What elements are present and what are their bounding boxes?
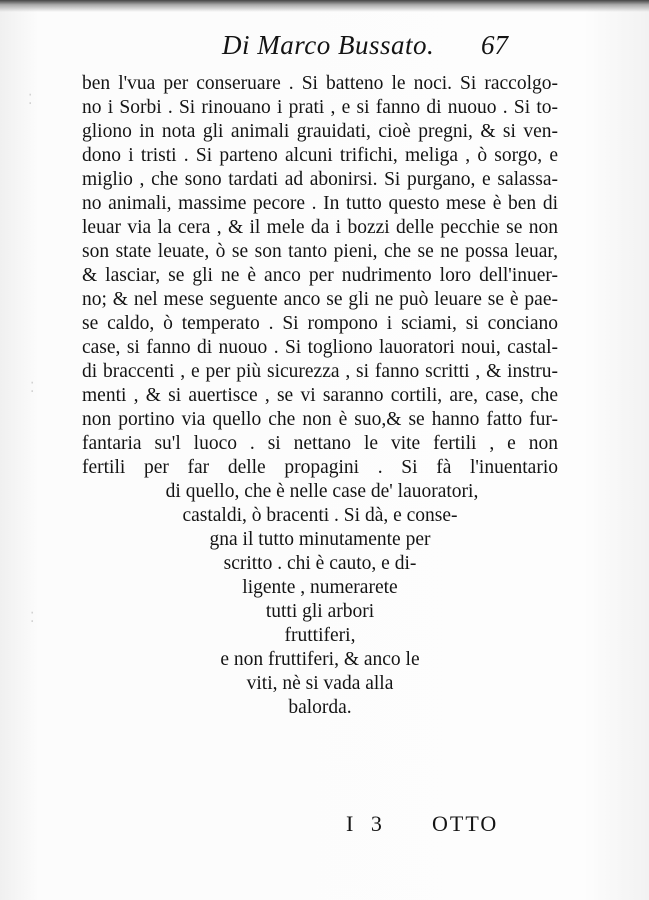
margin-bleed-mark: ⁚ [30, 611, 35, 626]
text-line-2: no i Sorbi . Si rinouano i prati , e si fanno di nuouo . Si to- [82, 97, 558, 118]
text-line-15: non portino via quello che non è suo,& se hanno fatto fur- [82, 409, 558, 430]
text-line-5: miglio , che sono tardati ad abonirsi. Si purgano, e salassa- [82, 169, 558, 190]
text-line-13: di braccenti , e per più sicurezza , si fanno scritti , & instru- [82, 361, 558, 382]
text-line-6: no animali, massime pecore . In tutto questo mese è ben di [82, 193, 558, 214]
page-top-edge-shadow [0, 0, 649, 12]
tail-line-9: viti, nè si vada alla [246, 673, 394, 694]
text-line-14: menti , & si auertisce , se vi saranno cortili, are, case, che [82, 385, 558, 406]
running-title: Di Marco Bussato. [222, 30, 435, 60]
margin-bleed-mark: ⁚ [28, 93, 33, 108]
tail-line-5: ligente , numerarete [242, 577, 398, 598]
tail-line-6: tutti gli arbori [265, 601, 375, 622]
text-line-4: dono i tristi . Si parteno alcuni trifichi, meliga , ò sorgo, e [82, 145, 558, 166]
tail-line-10: balorda. [288, 697, 352, 718]
tail-line-4: scritto . chi è cauto, e di- [223, 553, 417, 574]
catchword: OTTO [432, 811, 499, 836]
signature-mark: I 3 [346, 811, 388, 836]
page-number: 67 [481, 30, 508, 60]
margin-bleed-mark: ⁚ [30, 381, 35, 396]
text-line-8: son state leuate, ò se son tanto pieni, che se ne possa leuar, [82, 241, 558, 262]
text-line-16: fantaria su'l luoco . si nettano le vite fertili , e non [82, 433, 558, 454]
tail-line-7: fruttiferi, [284, 625, 356, 646]
tail-line-3: gna il tutto minutamente per [209, 529, 431, 550]
tail-line-1: di quello, che è nelle case de' lauoratori, [165, 481, 479, 502]
text-line-3: gliono in nota gli animali grauidati, cioè pregni, & si ven- [82, 121, 558, 142]
text-line-10: no; & nel mese seguente anco se gli ne può leuare se è pae- [82, 289, 558, 310]
tail-line-8: e non fruttiferi, & anco le [220, 649, 420, 670]
text-line-11: se caldo, ò temperato . Si rompono i sciami, si conciano [82, 313, 558, 334]
text-line-12: case, si fanno di nuouo . Si togliono lauoratori noui, castal- [82, 337, 558, 358]
text-line-9: & lasciar, se gli ne è anco per nudrimento loro dell'inuer- [82, 265, 558, 286]
text-line-17: fertili per far delle propagini . Si fà l'inuentario [82, 457, 558, 478]
tail-line-2: castaldi, ò bracenti . Si dà, e conse- [182, 505, 458, 526]
text-line-1: ben l'vua per conseruare . Si batteno le noci. Si raccolgo- [82, 73, 558, 94]
text-line-7: leuar via la cera , & il mele da i bozzi delle pecchie se non [82, 217, 558, 238]
